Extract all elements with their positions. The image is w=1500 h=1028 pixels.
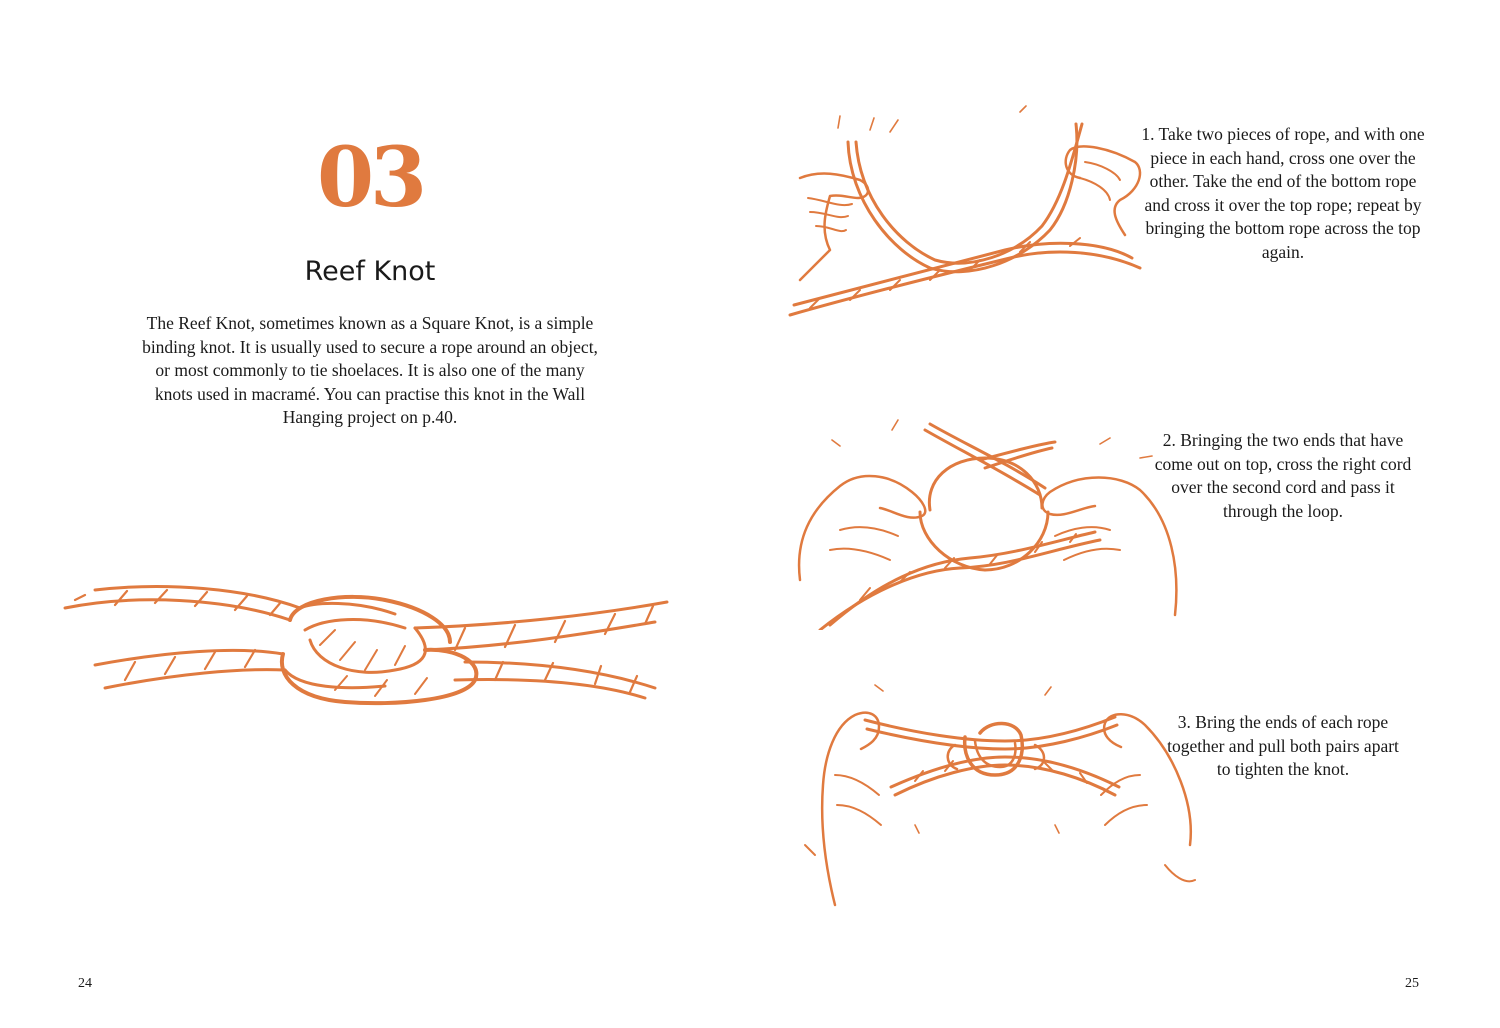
page-number-right: 25 <box>1405 976 1419 991</box>
step-1-text: 1. Take two pieces of rope, and with one piece in each hand, cross one over the other. Take the end of the bottom rope and cross it over the top rope; repeat by bringing the bottom rope across the top again. <box>1141 124 1425 262</box>
step-2-illustration <box>780 400 1200 630</box>
step-3-illustration <box>795 675 1205 910</box>
step-3-text: 3. Bring the ends of each rope together and pull both pairs apart to tighten the knot. <box>1167 712 1399 779</box>
page-number-left: 24 <box>78 976 92 991</box>
reef-knot-illustration <box>55 570 680 720</box>
step-2-text: 2. Bringing the two ends that have come out on top, cross the right cord over the second cord and pass it through the loop. <box>1154 430 1412 521</box>
step-1-illustration <box>780 100 1150 330</box>
knot-title: Reef Knot <box>304 256 436 287</box>
intro-paragraph: The Reef Knot, sometimes known as a Square Knot, is a simple binding knot. It is usually used to secure a rope around an object, or most commonly to tie shoelaces. It is also one of the many knots used in macramé. You can practise this knot in the Wall Hanging project on p.40. <box>142 313 598 427</box>
chapter-number: 03 <box>316 130 424 226</box>
